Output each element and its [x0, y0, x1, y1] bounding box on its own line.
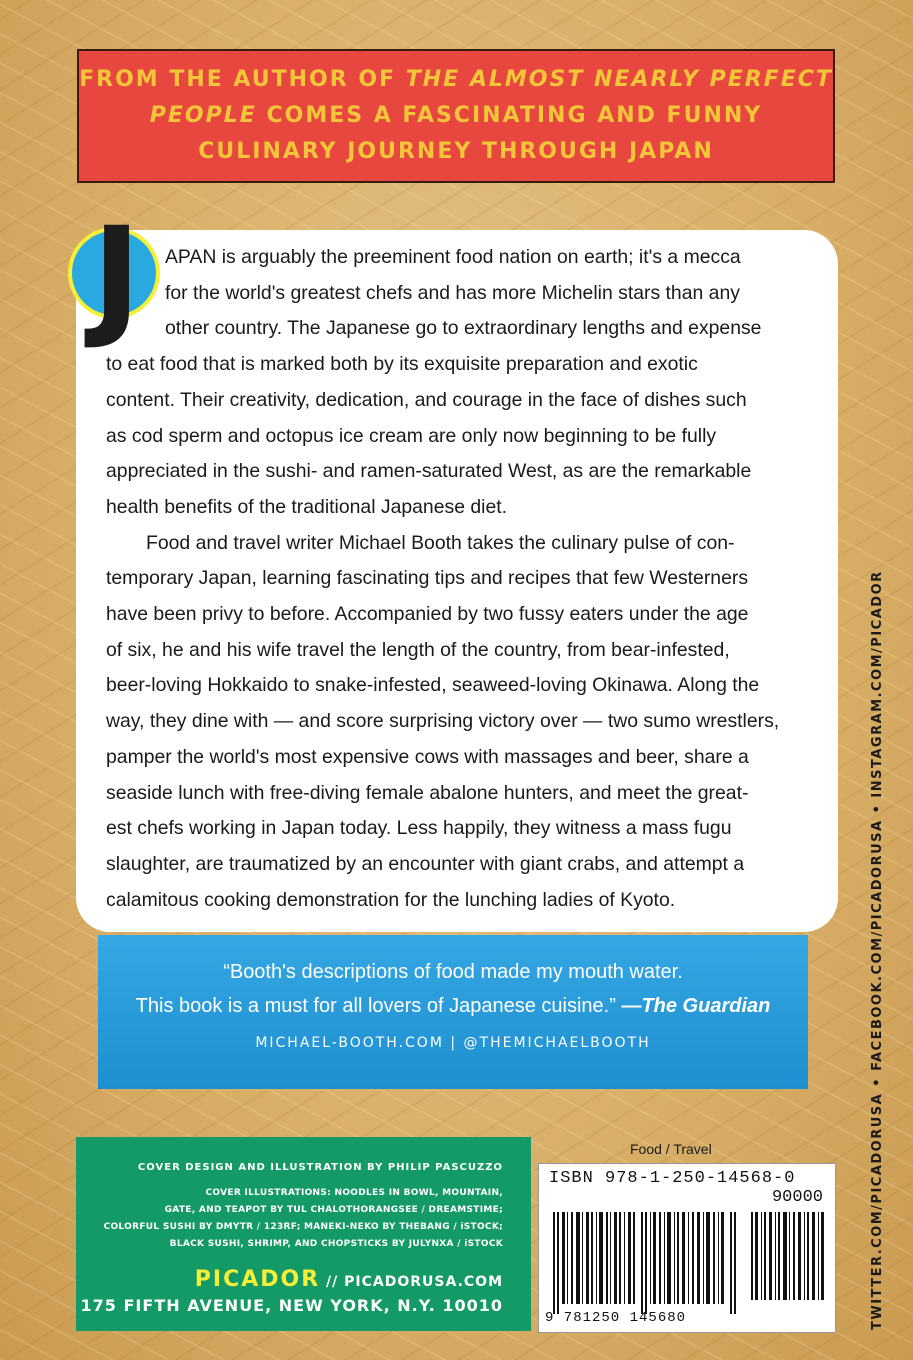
ean-digits: 9 781250 145680 — [545, 1310, 687, 1326]
barcode-box — [538, 1163, 836, 1333]
book-category: Food / Travel — [630, 1141, 712, 1157]
review-line-2: This book is a must for all lovers of Japanese cuisine.” —The Guardian — [135, 995, 771, 1017]
description-paragraph-1: APAN is arguably the preeminent food nation on earth; it's a mecca for the world's greatest chefs and has more Michelin stars than any other country. The Japanese go to extraordinary lengths and expense to eat food that is marked both by its exquisite preparation and exotic content. Their creativity, dedication, and courage in the face of dishes such as cod sperm and octopus ice cream are only now beginning to be fully appreciated in the sushi- and ramen-saturated West, as are the remarkable health benefits of the traditional Japanese diet. — [106, 246, 762, 518]
banner-line-1: FROM THE AUTHOR OF THE ALMOST NEARLY PERFECT — [79, 67, 833, 92]
banner-line-3: CULINARY JOURNEY THROUGH JAPAN — [198, 139, 714, 164]
author-links[interactable]: MICHAEL-BOOTH.COM | @THEMICHAELBOOTH — [255, 1035, 651, 1051]
description-panel — [76, 230, 838, 932]
review-source: —The Guardian — [621, 995, 771, 1017]
review-quote — [98, 955, 808, 1023]
dropcap-letter: J — [92, 199, 142, 353]
price-code: 90000 — [771, 1188, 823, 1207]
publisher-address: 175 FIFTH AVENUE, NEW YORK, N.Y. 10010 — [80, 1296, 503, 1315]
isbn-text: ISBN 978-1-250-14568-0 — [549, 1169, 796, 1188]
ean-barcode — [553, 1212, 738, 1314]
publisher-url[interactable]: // PICADORUSA.COM — [320, 1274, 503, 1290]
review-band — [98, 935, 808, 1089]
publisher-logo: PICADOR — [194, 1267, 321, 1292]
illustration-credits: COVER ILLUSTRATIONS: NOODLES IN BOWL, MOUNTAIN, GATE, AND TEAPOT BY TUL CHALOTHORANGSEE / DREAMSTIME; COLORFUL SUSHI BY DMYTR / 123RF; MANEKI-NEKO BY THEBANG / iSTOCK; BLACK SUSHI, SHRIMP, AND CHOPSTICKS BY JULYNXA / iSTOCK — [103, 1188, 503, 1249]
publisher-line — [76, 1267, 503, 1292]
review-line-1: “Booth's descriptions of food made my mouth water. — [223, 961, 683, 983]
price-addon-barcode — [751, 1212, 827, 1300]
social-links[interactable]: TWITTER.COM/PICADORUSA • FACEBOOK.COM/PICADORUSA • INSTAGRAM.COM/PICADOR — [870, 570, 885, 1330]
cover-design-credit: COVER DESIGN AND ILLUSTRATION BY PHILIP PASCUZZO — [137, 1162, 503, 1173]
colophon-box — [76, 1137, 531, 1331]
top-banner — [77, 49, 835, 183]
description-paragraph-2: Food and travel writer Michael Booth takes the culinary pulse of con- temporary Japan, learning fascinating tips and recipes that few Westerners have been privy to before. Accompanied by two fussy eaters under the age of six, he and his wife travel the length of the country, from bear-infested, beer-loving Hokkaido to snake-infested, seaweed-loving Okinawa. Along the way, they dine with — and score surprising victory over — two sumo wrestlers, pamper the world's most expensive cows with massages and beer, share a seaside lunch with free-diving female abalone hunters, and meet the great- est chefs working in Japan today. Less happily, they witness a mass fugu slaughter, are traumatized by an encounter with giant crabs, and attempt a calamitous cooking demonstration for the lunching ladies of Kyoto. — [106, 531, 780, 911]
banner-line-2: PEOPLE COMES A FASCINATING AND FUNNY — [149, 103, 763, 128]
